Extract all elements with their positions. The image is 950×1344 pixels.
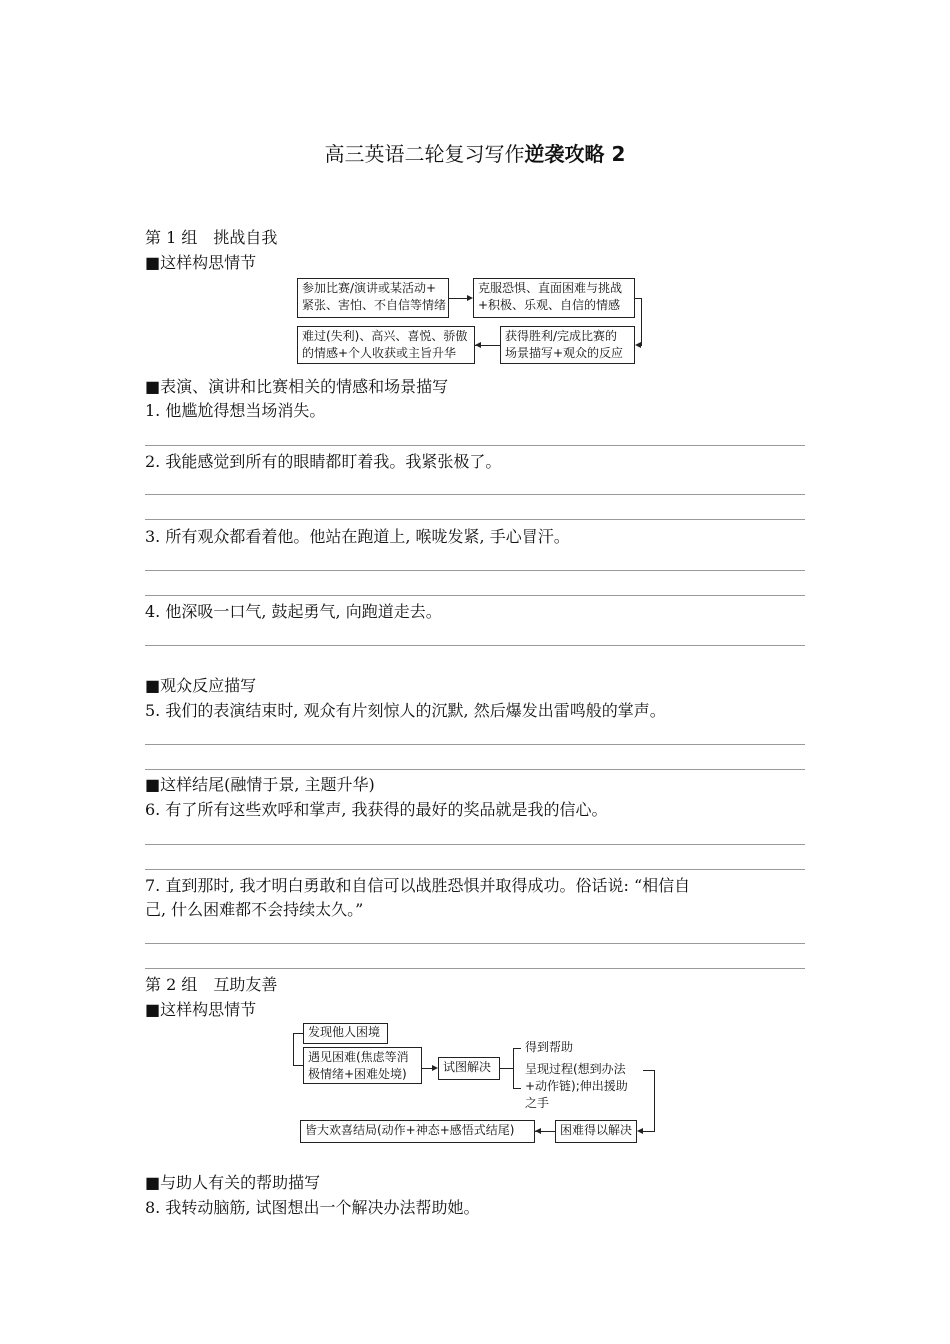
diagram1-box-win [500,326,635,364]
group2-plot-heading: ■这样构思情节 [145,1000,257,1019]
box-line: 紧张、害怕、不自信等情绪 [302,298,447,312]
sentence-6: 6. 有了所有这些欢呼和掌声, 我获得的最好的奖品就是我的信心。 [145,800,608,819]
section-heading: ■这样结尾(融情于景, 主题升华) [145,775,375,794]
connector [500,1068,513,1069]
arrow-icon [635,342,641,348]
answer-line[interactable] [145,769,805,770]
answer-line[interactable] [145,844,805,845]
answer-line[interactable] [145,968,805,969]
diagram2-box-find: 发现他人困境 [303,1023,388,1044]
connector [513,1048,514,1088]
arrow-icon [475,342,481,348]
box-line: 极情绪+困难处境) [308,1067,407,1081]
sentence-7: 7. 直到那时, 我才明白勇敢和自信可以战胜恐惧并取得成功。俗话说: “相信自 [145,876,691,895]
box-line: 参加比赛/演讲或某活动+ [302,281,437,295]
box-line: 的情感+个人收获或主旨升华 [302,346,457,360]
box-line: 场景描写+观众的反应 [505,346,624,360]
diagram1-box-emotion [297,326,475,364]
sentence-4: 4. 他深吸一口气, 鼓起勇气, 向跑道走去。 [145,602,442,621]
diagram2-help: 得到帮助 [525,1040,574,1054]
diagram2-box-solved: 困难得以解决 [555,1120,637,1143]
connector [654,1070,655,1132]
box-line: +积极、乐观、自信的情感 [478,298,621,312]
connector [293,1033,303,1034]
group1-plot-heading: ■这样构思情节 [145,253,257,272]
box-line: 获得胜利/完成比赛的 [505,329,618,343]
section-heading: ■与助人有关的帮助描写 [145,1173,321,1192]
diagram2-box-meet [303,1047,422,1084]
group1-heading: 第 1 组 挑战自我 [145,228,278,247]
title-bold: 逆袭攻略 2 [524,142,626,166]
section-heading: ■观众反应描写 [145,676,257,695]
title-normal: 高三英语二轮复习写作 [324,142,525,166]
group2-heading: 第 2 组 互助友善 [145,975,278,994]
answer-line[interactable] [145,744,805,745]
sentence-1: 1. 他尴尬得想当场消失。 [145,401,326,420]
answer-line[interactable] [145,595,805,596]
connector [641,345,642,346]
box-line: 难过(失利)、高兴、喜悦、骄傲 [302,329,468,343]
connector [641,298,642,345]
connector [422,1068,432,1069]
label-line: +动作链);伸出援助 [525,1079,628,1093]
connector [449,298,467,299]
arrow-icon [637,1128,643,1134]
sentence-7-cont: 己, 什么困难都不会持续太久。” [145,900,364,919]
box-line: 克服恐惧、直面困难与挑战 [478,281,623,295]
connector [513,1048,521,1049]
answer-line[interactable] [145,494,805,495]
label-line: 之手 [525,1096,550,1110]
sentence-2: 2. 我能感觉到所有的眼睛都盯着我。我紧张极了。 [145,452,502,471]
page-title [0,138,950,167]
label-line: 呈现过程(想到办法 [525,1062,626,1076]
arrow-icon [467,295,473,301]
diagram2-box-ending: 皆大欢喜结局(动作+神态+感悟式结尾) [300,1120,535,1143]
arrow-icon [535,1128,541,1134]
answer-line[interactable] [145,570,805,571]
sentence-3: 3. 所有观众都看着他。他站在跑道上, 喉咙发紧, 手心冒汗。 [145,527,570,546]
sentence-8: 8. 我转动脑筋, 试图想出一个解决办法帮助她。 [145,1198,480,1217]
sentence-5: 5. 我们的表演结束时, 观众有片刻惊人的沉默, 然后爆发出雷鸣般的掌声。 [145,701,666,720]
answer-line[interactable] [145,869,805,870]
diagram2-process [525,1061,628,1112]
answer-line[interactable] [145,943,805,944]
answer-line[interactable] [145,519,805,520]
answer-line[interactable] [145,445,805,446]
connector [513,1088,521,1089]
connector [293,1033,294,1066]
diagram1-box-start [297,278,449,318]
diagram2-box-try: 试图解决 [438,1057,500,1080]
connector [293,1065,303,1066]
box-line: 遇见困难(焦虑等消 [308,1050,409,1064]
section-heading: ■表演、演讲和比赛相关的情感和场景描写 [145,377,449,396]
answer-line[interactable] [145,645,805,646]
diagram1-box-overcome [473,278,635,318]
